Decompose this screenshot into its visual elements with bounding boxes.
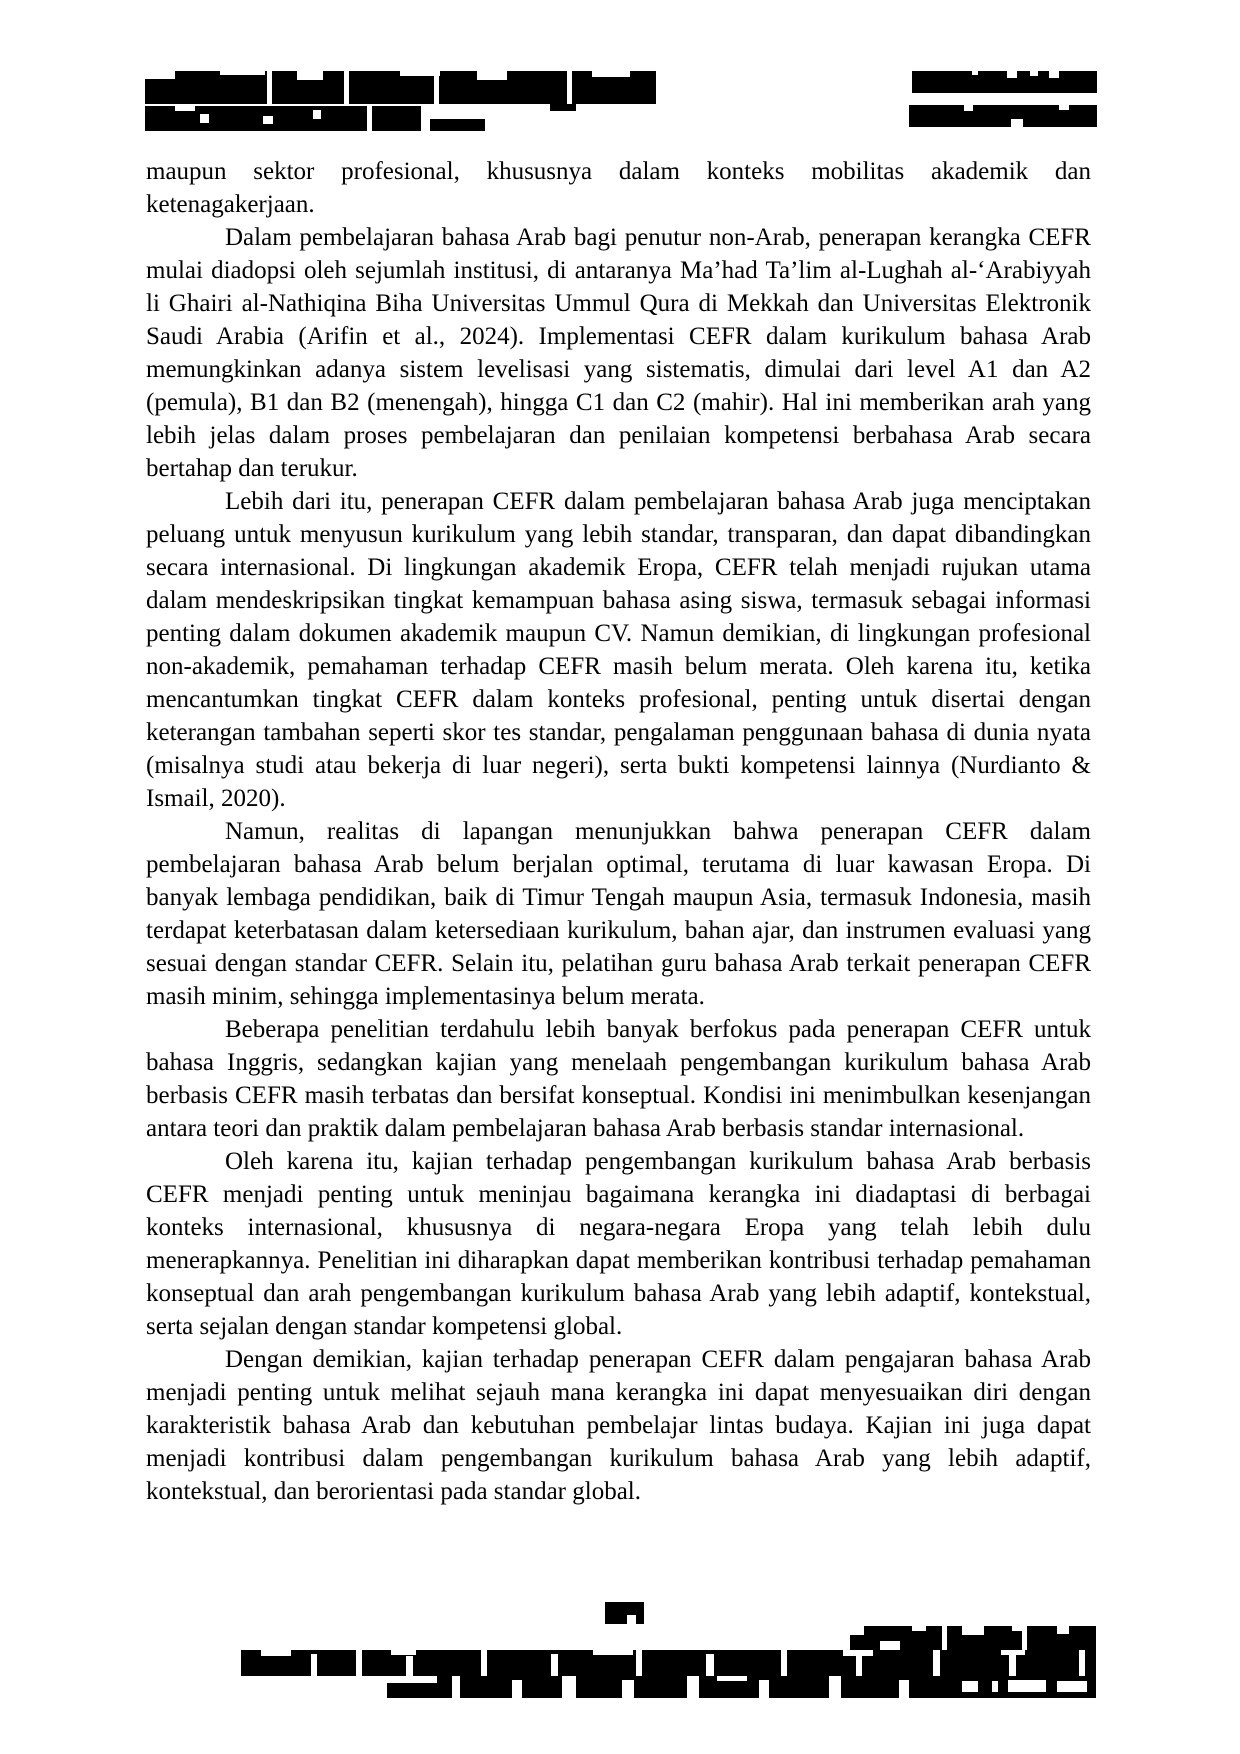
header-left-redaction-line2 xyxy=(145,106,421,131)
redaction-gap xyxy=(481,1650,487,1676)
redaction-gap xyxy=(781,1650,787,1676)
redaction-gap xyxy=(933,1650,940,1676)
body-paragraph: maupun sektor profesional, khususnya dalam konteks mobilitas akademik dan ketenagakerjaan. xyxy=(146,158,1091,218)
redaction-gap xyxy=(551,1654,558,1676)
redaction-gap xyxy=(200,114,209,123)
footer-redaction-line1 xyxy=(850,1626,1096,1650)
redaction-gap xyxy=(175,106,195,111)
header-left-redaction-line1 xyxy=(145,71,656,104)
redaction-gap xyxy=(962,1626,984,1635)
redaction-gap xyxy=(145,71,175,79)
redaction-gap xyxy=(1011,119,1023,127)
footer-redaction-line3 xyxy=(387,1676,1096,1698)
redaction-gap xyxy=(406,1656,413,1676)
footer-redaction-line2 xyxy=(241,1650,1096,1676)
redaction-gap xyxy=(263,116,273,124)
redaction-gap xyxy=(593,1650,633,1655)
redaction-gap xyxy=(562,1676,576,1698)
redaction-gap xyxy=(992,1681,998,1692)
redaction-gap xyxy=(1079,1650,1085,1676)
redaction-gap xyxy=(964,105,973,111)
redaction-gap xyxy=(1007,71,1017,78)
body-paragraph: Beberapa penelitian terdahulu lebih banyak berfokus pada penerapan CEFR untuk bahasa Inggris, sedangkan kajian yang menelaah pengembangan kurikulum bahasa Arab berbasis CEFR masih terbatas dan bersifat konseptual. Kondisi ini menimbulkan kesenjangan antara teori dan praktik dalam pembelajaran bahasa Arab berbasis standar internasional. xyxy=(146,1016,1091,1142)
redaction-gap xyxy=(759,1680,769,1698)
redaction-gap xyxy=(220,71,265,75)
body-paragraph: Oleh karena itu, kajian terhadap pengembangan kurikulum bahasa Arab berbasis CEFR menjadi penting untuk meninjau bagaimana kerangka ini diadaptasi di berbagai konteks internasional, khususnya di negara-negara Eropa yang telah lebih dulu menerapkannya. Penelitian ini diharapkan dapat memberikan kontribusi terhadap pemahaman konseptual dan arah pengembangan kurikulum bahasa Arab yang lebih adaptif, kontekstual, serta sejalan dengan standar kompetensi global. xyxy=(146,1148,1091,1340)
redaction-gap xyxy=(962,1681,978,1692)
redaction-gap xyxy=(1059,105,1069,110)
redaction-gap xyxy=(829,1676,841,1698)
redaction-gap xyxy=(627,1615,636,1624)
redaction-gap xyxy=(356,1650,362,1676)
redaction-gap xyxy=(344,71,349,104)
redaction-gap xyxy=(706,1654,714,1676)
header-right-redaction-line1 xyxy=(912,71,1097,93)
redaction-gap xyxy=(434,71,439,104)
redaction-gap xyxy=(592,71,630,77)
redaction-gap xyxy=(367,106,372,131)
redaction-gap xyxy=(267,71,272,104)
redaction-gap xyxy=(899,1680,909,1698)
redaction-gap xyxy=(391,1650,416,1655)
redaction-gap xyxy=(387,1676,437,1683)
body-paragraph: Dengan demikian, kajian terhadap penerapan CEFR dalam pengajaran bahasa Arab menjadi penting untuk melihat sejauh mana kerangka ini dapat menyesuaikan diri dengan karakteristik bahasa Arab dan kebutuhan pembelajar lintas budaya. Kajian ini juga dapat menjadi kontribusi dalam pengembangan kurikulum bahasa Arab yang lebih adaptif, kontekstual, dan berorientasi pada standar global. xyxy=(146,1346,1091,1505)
redaction-gap xyxy=(1030,71,1038,76)
redaction-gap xyxy=(452,1676,460,1698)
body-paragraph: Dalam pembelajaran bahasa Arab bagi penutur non-Arab, penerapan kerangka CEFR mulai diadopsi oleh sejumlah institusi, di antaranya Ma’had Ta’lim al-Lughah al-‘Arabiyyah li Ghairi al-Nathiqina Biha Universitas Ummul Qura di Mekkah dan Universitas Elektronik Saudi Arabia (Arifin et al., 2024). Implementasi CEFR dalam kurikulum bahasa Arab memungkinkan adanya sistem levelisasi yang sistematis, dimulai dari level A1 dan A2 (pemula), B1 dan B2 (menengah), hingga C1 dan C2 (mahir). Hal ini memberikan arah yang lebih jelas dalam proses pembelajaran dan penilaian kompetensi berbahasa Arab secara bertahap dan terukur. xyxy=(146,224,1091,482)
redaction-gap xyxy=(1049,71,1059,78)
redaction-gap xyxy=(1008,1680,1046,1692)
redaction-gap xyxy=(856,1654,862,1676)
redaction-gap xyxy=(972,71,978,75)
header-left-redaction-tail xyxy=(430,119,485,131)
redaction-gap xyxy=(1022,1626,1027,1650)
redaction-gap xyxy=(850,1626,864,1635)
footer-page-number-redaction xyxy=(605,1602,644,1624)
redaction-gap xyxy=(311,1654,317,1676)
redaction-gap xyxy=(687,1676,699,1698)
redaction-gap xyxy=(942,1626,947,1650)
redaction-gap xyxy=(1057,1681,1087,1692)
redaction-gap xyxy=(717,1676,747,1681)
redaction-gap xyxy=(297,71,323,80)
redaction-gap xyxy=(912,1626,926,1631)
body-paragraph: Namun, realitas di lapangan menunjukkan bahwa penerapan CEFR dalam pembelajaran bahasa Arab belum berjalan optimal, terutama di luar kawasan Eropa. Di banyak lembaga pendidikan, baik di Timur Tengah maupun Asia, termasuk Indonesia, masih terdapat keterbatasan dalam ketersediaan kurikulum, bahan ajar, dan instrumen evaluasi yang sesuai dengan standar CEFR. Selain itu, pelatihan guru bahasa Arab terkait penerapan CEFR masih minim, sehingga implementasinya belum merata. xyxy=(146,818,1091,1010)
redaction-gap xyxy=(1009,1654,1016,1676)
redaction-gap xyxy=(512,1680,522,1698)
redaction-gap xyxy=(880,1641,900,1650)
body-paragraph: Lebih dari itu, penerapan CEFR dalam pembelajaran bahasa Arab juga menciptakan peluang untuk menyusun kurikulum yang lebih standar, transparan, dan dapat dibandingkan secara internasional. Di lingkungan akademik Eropa, CEFR telah menjadi rujukan utama dalam mendeskripsikan tingkat kemampuan bahasa asing siswa, termasuk sebagai informasi penting dalam dokumen akademik maupun CV. Namun demikian, di lingkungan profesional non-akademik, pemahaman terhadap CEFR masih belum merata. Oleh karena itu, ketika mencantumkan tingkat CEFR dalam konteks profesional, penting untuk disertai dengan keterangan tambahan seperti skor tes standar, pengalaman penggunaan bahasa di dunia nyata (misalnya studi atau bekerja di luar negeri), serta bukti kompetensi lainnya (Nurdianto & Ismail, 2020). xyxy=(146,488,1091,812)
redaction-gap xyxy=(261,1650,291,1656)
header-right-redaction-line2 xyxy=(909,105,1097,127)
header-left-redaction-descender xyxy=(550,104,576,111)
redaction-gap xyxy=(313,110,321,119)
redaction-gap xyxy=(1057,1626,1069,1634)
redaction-gap xyxy=(567,71,572,104)
redaction-gap xyxy=(636,1650,642,1676)
body-text xyxy=(146,155,1091,1508)
redaction-gap xyxy=(477,71,507,80)
redaction-gap xyxy=(622,1680,634,1698)
